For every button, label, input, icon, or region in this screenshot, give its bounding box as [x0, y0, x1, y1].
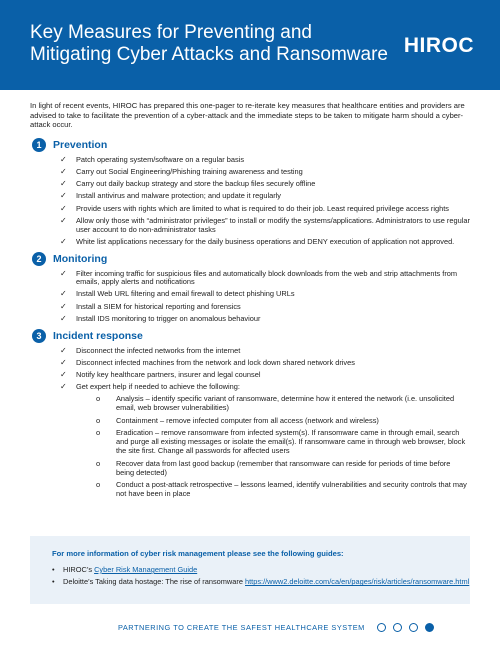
circle-bullet-icon: o [96, 394, 101, 404]
checkmark-icon: ✓ [60, 268, 67, 278]
list-item [60, 371, 470, 380]
list-item [60, 217, 470, 235]
footer [118, 620, 434, 634]
list-item [60, 192, 470, 201]
circle-bullet-icon: o [96, 480, 101, 490]
checkmark-icon: ✓ [60, 191, 67, 201]
checkmark-icon: ✓ [60, 313, 67, 323]
section-header [30, 251, 470, 267]
incident-response-list [30, 347, 470, 499]
sublist-item-text: Analysis – identify specific variant of ransomware, determine how it entered the network (i.e. unsolicited email, web browser vulnerabilities) [116, 394, 455, 412]
circle-bullet-icon: o [96, 458, 101, 468]
page-title: Key Measures for Preventing and Mitigating Cyber Attacks and Ransomware [30, 22, 388, 65]
list-item [60, 156, 470, 165]
guides-list [52, 565, 470, 586]
list-item-text: White list applications necessary for the daily business operations and DENY execution of application not approved. [76, 236, 455, 246]
guides-heading: For more information of cyber risk management please see the following guides: [52, 549, 344, 558]
list-item [60, 315, 470, 324]
list-item-text: Provide users with rights which are limited to what is required to do their job. Least required privilege access rights [76, 203, 449, 213]
section-title: Prevention [53, 138, 108, 151]
page-dot-icon [393, 623, 402, 632]
list-item-text: Disconnect infected machines from the network and lock down shared network drives [76, 357, 355, 367]
list-item [60, 359, 470, 368]
section-title: Monitoring [53, 252, 108, 265]
section-prevention [30, 137, 470, 247]
circle-bullet-icon: o [96, 415, 101, 425]
checkmark-icon: ✓ [60, 301, 67, 311]
checkmark-icon: ✓ [60, 203, 67, 213]
page-dot-icon [377, 623, 386, 632]
list-item-text: Install a SIEM for historical reporting and forensics [76, 301, 241, 311]
cyber-risk-guide-link[interactable]: Cyber Risk Management Guide [94, 565, 198, 574]
list-item [60, 383, 470, 499]
list-item [60, 205, 470, 214]
sublist-item-text: Conduct a post-attack retrospective – lessons learned, identify vulnerabilities and security controls that may not have been in place [116, 480, 467, 499]
sublist-item-text: Containment – remove infected computer from all access (network and wireless) [116, 415, 379, 425]
checkmark-icon: ✓ [60, 154, 67, 164]
checkmark-icon: ✓ [60, 179, 67, 189]
list-item-text: Carry out Social Engineering/Phishing training awareness and testing [76, 166, 303, 176]
header-banner [0, 0, 500, 90]
guides-box [30, 536, 470, 604]
checkmark-icon: ✓ [60, 382, 67, 392]
section-header [30, 328, 470, 344]
checkmark-icon: ✓ [60, 289, 67, 299]
checkmark-icon: ✓ [60, 166, 67, 176]
bullet-icon: • [52, 565, 55, 574]
section-title: Incident response [53, 329, 143, 342]
sublist-item [96, 481, 470, 499]
footer-tagline: PARTNERING TO CREATE THE SAFEST HEALTHCARE SYSTEM [118, 622, 365, 632]
guide-item [52, 565, 470, 574]
list-item [60, 238, 470, 247]
main-content [30, 101, 470, 503]
section-monitoring [30, 251, 470, 324]
hiroc-logo: HIROC [403, 34, 474, 57]
circle-bullet-icon: o [96, 428, 101, 438]
section-number-badge: 2 [32, 252, 46, 266]
list-item [60, 347, 470, 356]
list-item-text: Patch operating system/software on a regular basis [76, 154, 245, 164]
section-number-badge: 1 [32, 138, 46, 152]
list-item [60, 180, 470, 189]
expert-help-sublist [76, 395, 470, 499]
list-item [60, 290, 470, 299]
list-item [60, 168, 470, 177]
list-item-text: Get expert help if needed to achieve the following: [76, 382, 240, 392]
sublist-item [96, 417, 470, 426]
section-header [30, 137, 470, 153]
sublist-item-text: Eradication – remove ransomware from infected system(s). If ransomware came in through email, search and purge all existing messages or isolate the email(s). If ransomware came in through web browser, block the site first. Change all passwords for affected users [116, 428, 466, 455]
bullet-icon: • [52, 577, 55, 587]
section-incident-response [30, 328, 470, 499]
list-item-text: Install IDS monitoring to trigger on anomalous behaviour [76, 313, 261, 323]
list-item-text: Filter incoming traffic for suspicious files and automatically block downloads from the web and strip attachments from emails, apply alerts and notifications [76, 268, 458, 287]
checkmark-icon: ✓ [60, 357, 67, 367]
list-item-text: Install Web URL filtering and email firewall to detect phishing URLs [76, 289, 295, 299]
checkmark-icon: ✓ [60, 236, 67, 246]
page-dot-active-icon [425, 623, 434, 632]
checkmark-icon: ✓ [60, 345, 67, 355]
checkmark-icon: ✓ [60, 215, 67, 225]
deloitte-ransomware-link[interactable]: https://www2.deloitte.com/ca/en/pages/risk/articles/ransomware.html [245, 577, 470, 587]
guide-item [52, 577, 470, 586]
list-item-text: Disconnect the infected networks from the internet [76, 345, 241, 355]
guide-item-prefix: HIROC’s [63, 565, 95, 574]
sublist-item [96, 395, 470, 413]
guide-item-prefix: Deloitte’s Taking data hostage: The rise of ransomware [63, 577, 245, 587]
intro-paragraph: In light of recent events, HIROC has prepared this one-pager to re-iterate key measures that healthcare entities and providers are advised to take to facilitate the prevention of a cyber-attack and the immediate steps to be taken to mitigate harm should a cyber-attack occur. [30, 101, 465, 130]
sublist-item-text: Recover data from last good backup (remember that ransomware can reside for periods of time before being detected) [116, 458, 451, 477]
checkmark-icon: ✓ [60, 370, 67, 380]
monitoring-list [30, 270, 470, 324]
sublist-item [96, 460, 470, 478]
sublist-item [96, 429, 470, 455]
list-item-text: Carry out daily backup strategy and store the backup files securely offline [76, 179, 316, 189]
prevention-list [30, 156, 470, 247]
list-item-text: Notify key healthcare partners, insurer and legal counsel [76, 370, 261, 380]
list-item [60, 303, 470, 312]
list-item-text: Allow only those with “administrator privileges” to install or modify the systems/applications. Administrators to use regular user account to do non-administrator tasks [76, 215, 470, 234]
list-item-text: Install antivirus and malware protection; and update it regularly [76, 191, 281, 201]
list-item [60, 270, 470, 288]
section-number-badge: 3 [32, 329, 46, 343]
page-dot-icon [409, 623, 418, 632]
